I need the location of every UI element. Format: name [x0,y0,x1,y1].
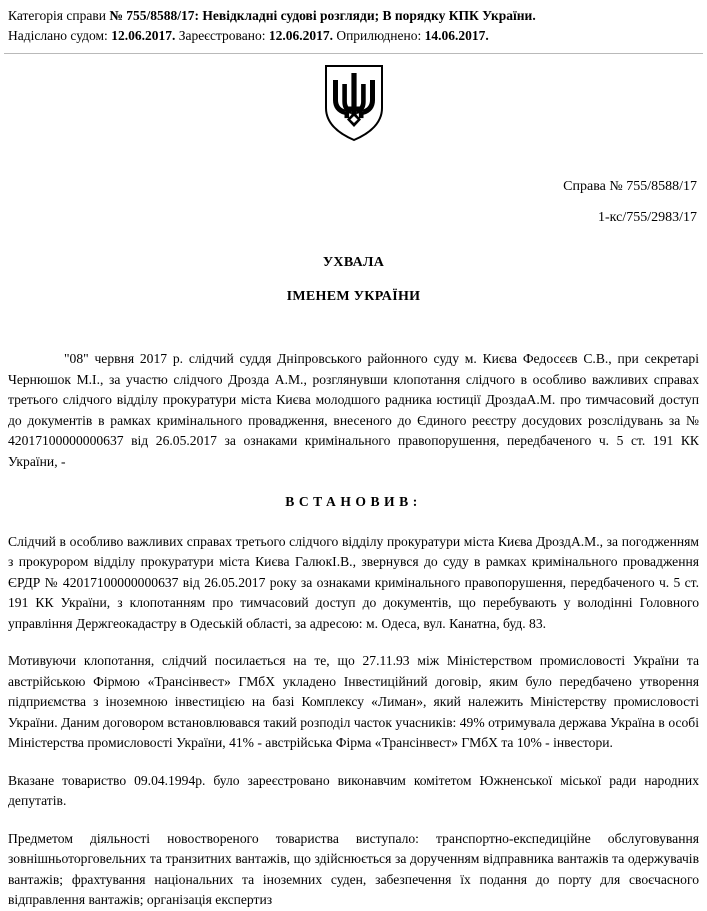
header-divider [4,53,703,54]
case-category-value: № 755/8588/17: Невідкладні судові розгляди; В порядку КПК України. [109,8,536,23]
emblem-container [0,64,707,144]
document-meta-header [0,0,707,46]
ukraine-coat-of-arms-icon [324,64,384,142]
body-paragraph-4: Предметом діяльності новоствореного товариства виступало: транспортно-експедиційне обслуговування зовнішньоторговельних та транзитних вантажів, що здійснюється за дорученням відправника вантажів та одержувачів вантажів; фрахтування національних та іноземних суден, забезпечення їх подання до порту для своєчасного відправлення вантажів; організація експертиз [8,830,699,907]
case-category-label: Категорія справи [8,8,106,23]
case-dates-line [8,26,699,46]
body-paragraph-3: Вказане товариство 09.04.1994р. було зареєстровано виконавчим комітетом Южненської міської ради народних депутатів. [8,772,699,808]
registered-label: Зареєстровано: [178,28,266,43]
document-title: УХВАЛА [322,255,385,270]
body-paragraph-1: Слідчий в особливо важливих справах третього слідчого відділу прокуратури міста Києва ДроздА.М., за погодженням з прокурором відділу прокуратури міста Києва ГалюкІ.В., звернувся до суду в рамках кримінального провадження ЄРДР № 42017100000000637 від 26.05.2017 року за ознаками кримінального правопорушення, передбаченого ч. 5 ст. 191 КК України, з клопотанням про тимчасовий доступ до документів, що перебувають у володінні Головного управління Держгеокадастру в Одеській області, за адресою: м. Одеса, вул. Канатна, буд. 83. [8,533,699,631]
body-paragraph-2: Мотивуючи клопотання, слідчий посилається на те, що 27.11.93 між Міністерством промисловості України та австрійською Фірмою «Трансінвест» ГМбХ укладено Інвестиційний договір, яким було передбачено утворення підприємства з іноземною інвестицією на базі Комплексу «Лиман», який належить Міністерству промисловості України. Даним договором встановлювався такий розподіл часток учасників: 49% отримувала держава Україна в особі Міністерства промисловості України, 41% - австрійська Фірма «Трансінвест» ГМбХ та 10% - інвестори. [8,653,699,750]
sent-by-court-value: 12.06.2017. [111,28,176,43]
document-body [0,349,707,911]
published-label: Оприлюднено: [336,28,422,43]
sent-by-court-label: Надіслано судом: [8,28,108,43]
case-category-line [8,6,699,26]
intro-paragraph: "08" червня 2017 р. слідчий суддя Дніпровського районного суду м. Києва Федосєєв С.В., при секретарі Чернюшок М.І., за участю слідчого Дрозда А.М., розглянувши клопотання слідчого в особливо важливих справах третього слідчого відділу прокуратури міста Києва молодшого радника юстиції ДроздаА.М. про тимчасовий доступ до документів в рамках кримінального провадження, внесеного до Єдиного реєстру досудових розслідувань за № 42017100000000637 від 26.05.2017 за ознаками кримінального правопорушення, передбаченого ч. 5 ст. 191 КК України, - [8,351,699,469]
case-number-primary: Справа № 755/8588/17 [563,179,697,194]
published-value: 14.06.2017. [424,28,489,43]
registered-value: 12.06.2017. [268,28,333,43]
case-number-block [0,171,707,233]
section-heading-vstanovyv: ВСТАНОВИВ: [285,494,422,509]
document-subtitle: ІМЕНЕМ УКРАЇНИ [286,289,421,304]
case-number-secondary: 1-кс/755/2983/17 [598,210,697,225]
